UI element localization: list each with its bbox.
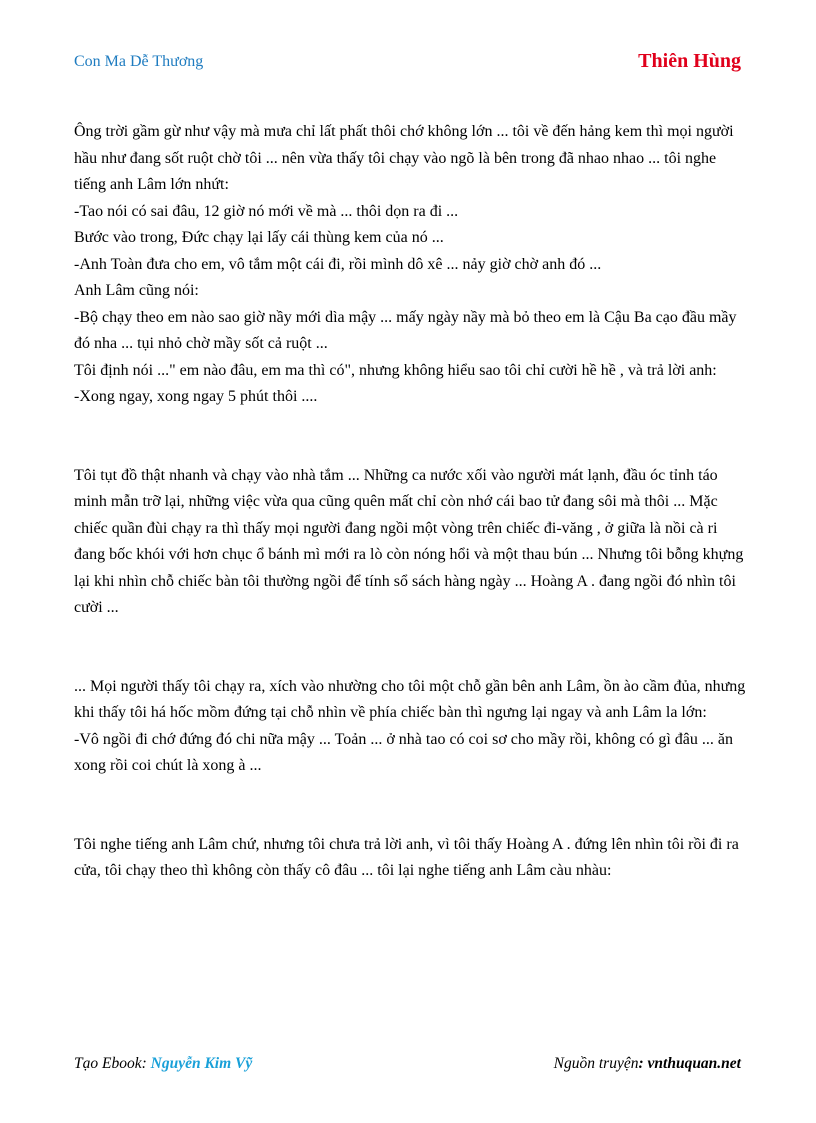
- text-line: -Vô ngồi đi chớ đứng đó chi nữa mậy ... Toản ... ở nhà tao có coi sơ cho mầy rồi, không có gì đâu ... ăn xong rồi coi chút là xong à ...: [74, 730, 733, 774]
- book-title: Con Ma Dễ Thương: [74, 53, 204, 70]
- paragraph-block: [74, 674, 746, 780]
- text-line: Tôi nghe tiếng anh Lâm chứ, nhưng tôi chưa trả lời anh, vì tôi thấy Hoàng A . đứng lên nhìn tôi rồi đi ra cửa, tôi chạy theo thì không còn thấy cô đâu ... tôi lại nghe tiếng anh Lâm càu nhàu:: [74, 835, 739, 879]
- text-line: Tôi tụt đồ thật nhanh và chạy vào nhà tắm ... Những ca nước xối vào người mát lạnh, đầu óc tỉnh táo minh mẫn trỡ lại, những việc vừa qua cũng quên mất chỉ còn nhớ cái bao tử đang sôi mà thôi ... Mặc chiếc quần đùi chạy ra thì thấy mọi người đang ngồi một vòng trên chiếc đi-văng , ở giữa là nồi cà ri đang bốc khói với hơn chục ổ bánh mì mới ra lò còn nóng hổi và một thau bún ... Nhưng tôi bỗng khựng lại khi nhìn chỗ chiếc bàn tôi thường ngồi để tính sổ sách hàng ngày ... Hoàng A . đang ngồi đó nhìn tôi cười ...: [74, 466, 744, 616]
- text-line: -Xong ngay, xong ngay 5 phút thôi ....: [74, 388, 318, 405]
- source-name: vnthuquan.net: [647, 1055, 741, 1072]
- paragraph-block: [74, 463, 746, 622]
- text-line: -Bộ chạy theo em nào sao giờ nầy mới dìa mậy ... mấy ngày nầy mà bỏ theo em là Cậu Ba cạo đầu mầy đó nha ... tụi nhỏ chờ mầy sốt cả ruột ...: [74, 308, 737, 352]
- source-credit: Nguồn truyện: vnthuquan.net: [553, 1055, 741, 1072]
- source-label: Nguồn truyện: [553, 1055, 639, 1072]
- page-header: [74, 50, 741, 76]
- text-line: -Anh Toàn đưa cho em, vô tắm một cái đi, rồi mình dô xê ... nảy giờ chờ anh đó ...: [74, 255, 602, 273]
- paragraph-block: [74, 119, 746, 411]
- ebook-credit: Tạo Ebook: Nguyễn Kim Vỹ: [74, 1055, 253, 1072]
- author-name: Thiên Hùng: [638, 50, 741, 72]
- text-line: Ông trời gầm gừ như vậy mà mưa chỉ lất phất thôi chớ không lớn ... tôi về đến hảng kem thì mọi người hầu như đang sốt ruột chờ tôi ... nên vừa thấy tôi chạy vào ngõ là bên trong đã nhao nhao ... tôi nghe tiếng anh Lâm lớn nhứt:: [74, 123, 734, 193]
- page-footer: [74, 1055, 741, 1077]
- paragraph-block: [74, 832, 746, 885]
- creator-label: Tạo Ebook: [74, 1055, 142, 1072]
- story-body: [74, 119, 746, 937]
- text-line: Tôi định nói ..." em nào đâu, em ma thì có", nhưng không hiểu sao tôi chỉ cười hề hề , và trả lời anh:: [74, 361, 717, 379]
- text-line: ... Mọi người thấy tôi chạy ra, xích vào nhường cho tôi một chỗ gần bên anh Lâm, ồn ào cầm đủa, nhưng khi thấy tôi há hốc mồm đứng tại chỗ nhìn về phía chiếc bàn thì ngưng lại ngay và anh Lâm la lớn:: [74, 677, 746, 721]
- text-line: Bước vào trong, Đức chạy lại lấy cái thùng kem của nó ...: [74, 229, 444, 246]
- creator-name: Nguyễn Kim Vỹ: [150, 1055, 253, 1072]
- text-line: -Tao nói có sai đâu, 12 giờ nó mới về mà ... thôi dọn ra đi ...: [74, 202, 459, 220]
- text-line: Anh Lâm cũng nói:: [74, 282, 199, 299]
